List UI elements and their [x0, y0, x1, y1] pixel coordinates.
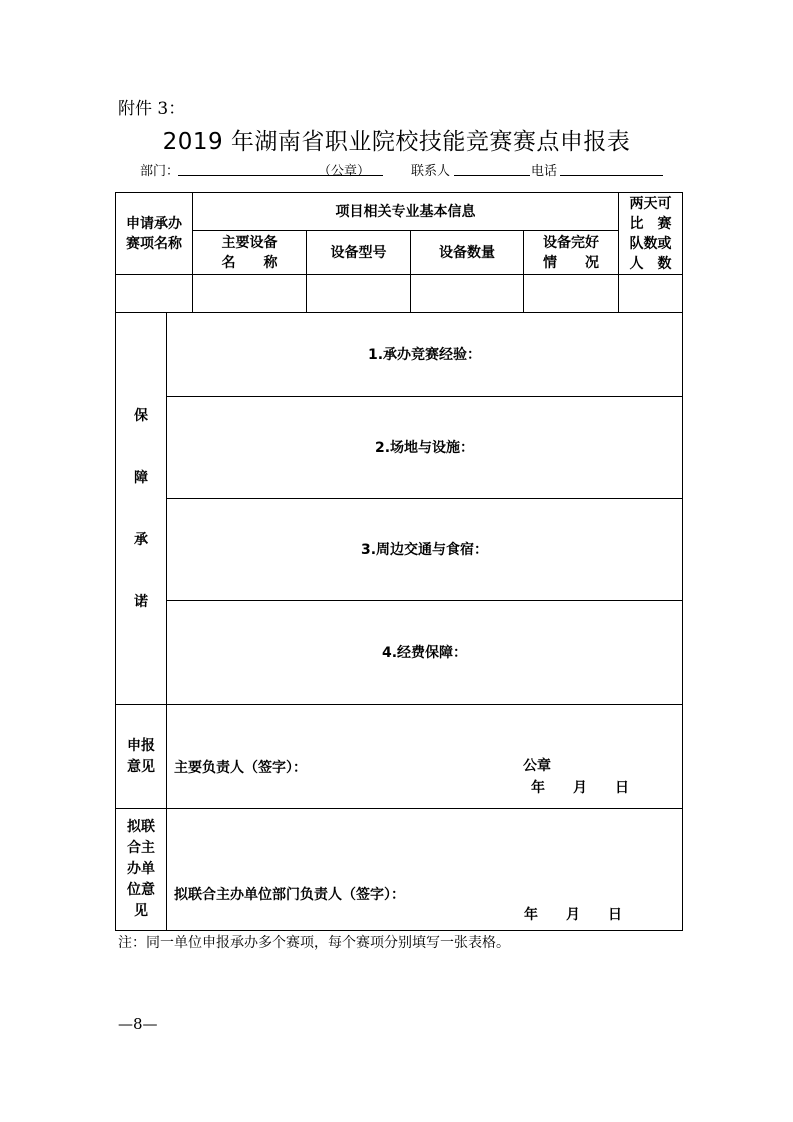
application-table — [115, 192, 683, 931]
guarantee-item-label: 3.周边交通与食宿： — [360, 541, 489, 558]
co-organizer-label: 拟联 合主 办单 位意 见 — [116, 809, 167, 931]
header-equipment-quantity: 设备数量 — [411, 231, 524, 275]
guarantee-transport[interactable] — [167, 499, 683, 601]
guarantee-item-label: 2.场地与设施： — [374, 439, 475, 456]
guarantee-venue[interactable] — [167, 397, 683, 499]
attachment-label: 附件 3： — [118, 99, 186, 119]
guarantee-item-label: 1.承办竞赛经验： — [367, 346, 482, 363]
guarantee-char: 保 — [134, 407, 148, 424]
contact-field[interactable] — [454, 175, 530, 176]
input-equipment-name[interactable] — [193, 275, 307, 313]
opinion-sign-area[interactable] — [167, 705, 683, 809]
opinion-signer-label: 主要负责人（签字）： — [174, 760, 307, 776]
header-equipment-name: 主要设备 名 称 — [193, 231, 307, 275]
contact-label: 联系人 — [411, 164, 451, 179]
guarantee-char: 障 — [134, 469, 148, 486]
footnote: 注：同一单位申报承办多个赛项，每个赛项分别填写一张表格。 — [118, 935, 510, 951]
page-number: —8— — [118, 1015, 158, 1033]
input-equipment-condition[interactable] — [524, 275, 619, 313]
seal-label: （公章） — [318, 164, 371, 179]
guarantee-item-label: 4.经费保障： — [381, 644, 468, 661]
department-label: 部门： — [140, 164, 180, 179]
input-equipment-model[interactable] — [307, 275, 411, 313]
opinion-date: 年 月 日 — [531, 780, 629, 796]
co-organizer-date: 年 月 日 — [524, 907, 622, 923]
header-applicant: 申请承办 赛项名称 — [116, 193, 193, 275]
input-team-count[interactable] — [619, 275, 683, 313]
co-organizer-signer-label: 拟联合主办单位部门负责人（签字）： — [174, 887, 405, 903]
phone-field[interactable] — [560, 175, 663, 176]
co-organizer-sign-area[interactable] — [167, 809, 683, 931]
opinion-seal-label: 公章 — [523, 758, 551, 774]
guarantee-label — [116, 313, 167, 705]
guarantee-funding[interactable] — [167, 601, 683, 705]
header-team-count: 两天可 比 赛 队数或 人 数 — [619, 193, 683, 275]
guarantee-char: 诺 — [134, 593, 148, 610]
guarantee-experience[interactable] — [167, 313, 683, 397]
input-project-name[interactable] — [116, 275, 193, 313]
opinion-label: 申报 意见 — [116, 705, 167, 809]
phone-label: 电话 — [531, 164, 558, 179]
header-equipment-model: 设备型号 — [307, 231, 411, 275]
page-title: 2019 年湖南省职业院校技能竞赛赛点申报表 — [162, 129, 631, 155]
input-equipment-quantity[interactable] — [411, 275, 524, 313]
header-professional-info: 项目相关专业基本信息 — [193, 193, 619, 231]
guarantee-char: 承 — [134, 531, 148, 548]
header-equipment-condition: 设备完好 情 况 — [524, 231, 619, 275]
